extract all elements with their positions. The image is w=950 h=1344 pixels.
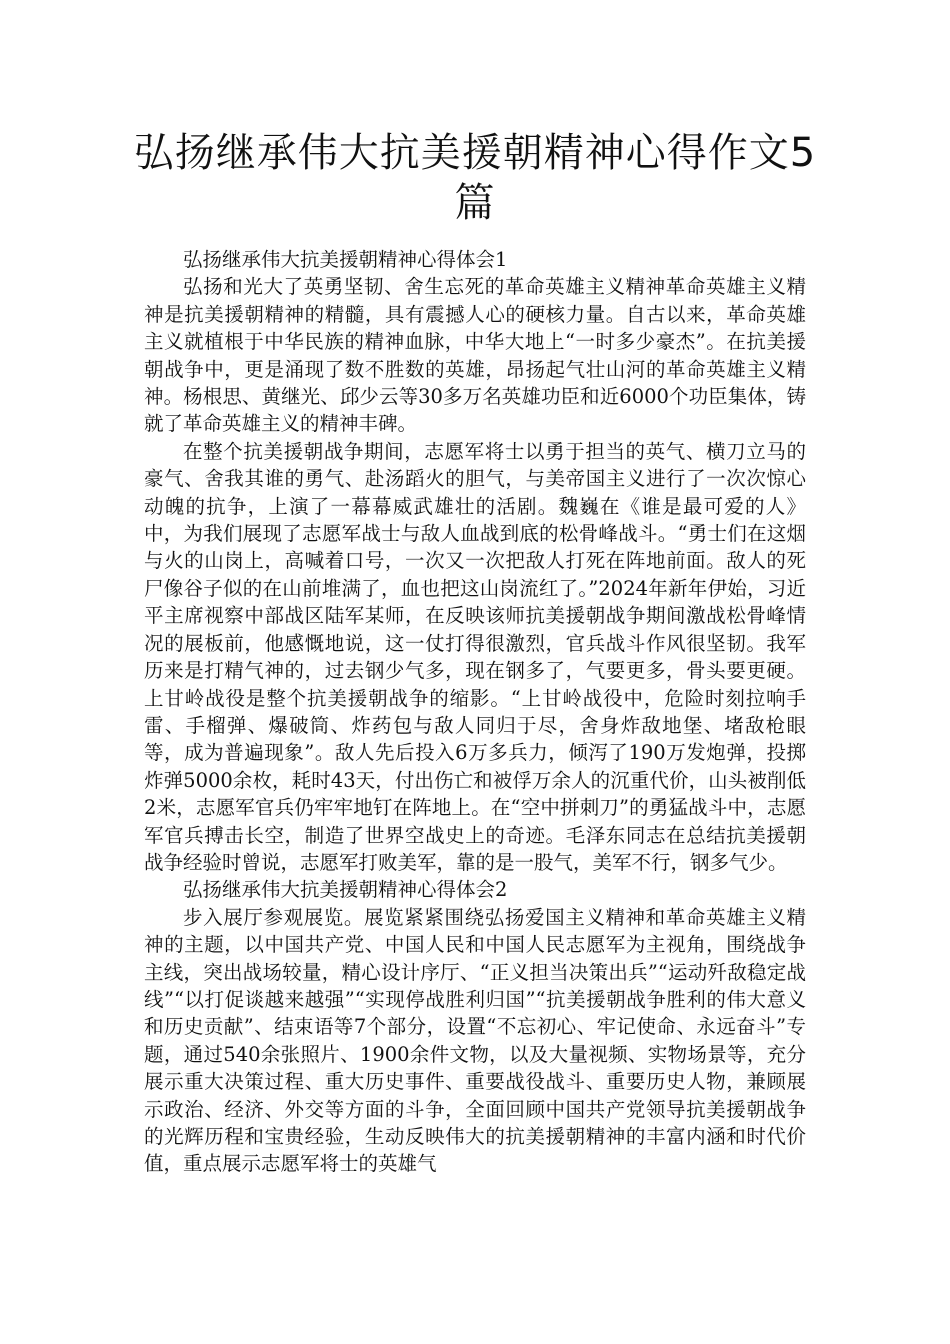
document-title: 弘扬继承伟大抗美援朝精神心得作文5篇 [133,130,817,226]
section-2-paragraph-1: 步入展厅参观展览。展览紧紧围绕弘扬爱国主义精神和革命英雄主义精神的主题，以中国共产党、中国人民和中国人民志愿军为主视角，围绕战争主线，突出战场较量，精心设计序厅、“正义担当决策出兵”“运动歼敌稳定战线”“以打促谈越来越强”“实现停战胜利归国”“抗美援朝战争胜利的伟大意义和历史贡献”、结束语等7个部分，设置“不忘初心、牢记使命、永远奋斗”专题，通过540余张照片、1900余件文物，以及大量视频、实物场景等，充分展示重大决策过程、重大历史事件、重要战役战斗、重要历史人物，兼顾展示政治、经济、外交等方面的斗争，全面回顾中国共产党领导抗美援朝战争的光辉历程和宝贵经验，生动反映伟大的抗美援朝精神的丰富内涵和时代价值，重点展示志愿军将士的英雄气 [144,905,806,1176]
section-heading-2: 弘扬继承伟大抗美援朝精神心得体会2 [183,878,508,902]
section-1-paragraph-1: 弘扬和光大了英勇坚韧、舍生忘死的革命英雄主义精神革命英雄主义精神是抗美援朝精神的精髓，具有震撼人心的硬核力量。自古以来，革命英雄主义就植根于中华民族的精神血脉，中华大地上“一时多少豪杰”。在抗美援朝战争中，更是涌现了数不胜数的英雄，昂扬起气壮山河的革命英雄主义精神。杨根思、黄继光、邱少云等30多万名英雄功臣和近6000个功臣集体，铸就了革命英雄主义的精神丰碑。 [144,275,806,436]
section-1-paragraph-2: 在整个抗美援朝战争期间，志愿军将士以勇于担当的英气、横刀立马的豪气、舍我其谁的勇气、赴汤蹈火的胆气，与美帝国主义进行了一次次惊心动魄的抗争，上演了一幕幕威武雄壮的活剧。魏巍在《谁是最可爱的人》中，为我们展现了志愿军战士与敌人血战到底的松骨峰战斗。“勇士们在这烟与火的山岗上，高喊着口号，一次又一次把敌人打死在阵地前面。敌人的死尸像谷子似的在山前堆满了，血也把这山岗流红了。”2024年新年伊始，习近平主席视察中部战区陆军某师，在反映该师抗美援朝战争期间激战松骨峰情况的展板前，他感慨地说，这一仗打得很激烈，官兵战斗作风很坚韧。我军历来是打精气神的，过去钢少气多，现在钢多了，气要更多，骨头要更硬。上甘岭战役是整个抗美援朝战争的缩影。“上甘岭战役中，危险时刻拉响手雷、手榴弹、爆破筒、炸药包与敌人同归于尽，舍身炸敌地堡、堵敌枪眼等，成为普遍现象”。敌人先后投入6万多兵力，倾泻了190万发炮弹，投掷炸弹5000余枚，耗时43天，付出伤亡和被俘万余人的沉重代价，山头被削低2米，志愿军官兵仍牢牢地钉在阵地上。在“空中拼刺刀”的勇猛战斗中，志愿军官兵搏击长空，制造了世界空战史上的奇迹。毛泽东同志在总结抗美援朝战争经验时曾说，志愿军打败美军，靠的是一股气，美军不行，钢多气少。 [144,439,806,874]
section-heading-1: 弘扬继承伟大抗美援朝精神心得体会1 [183,248,508,271]
document-body [144,246,806,1178]
